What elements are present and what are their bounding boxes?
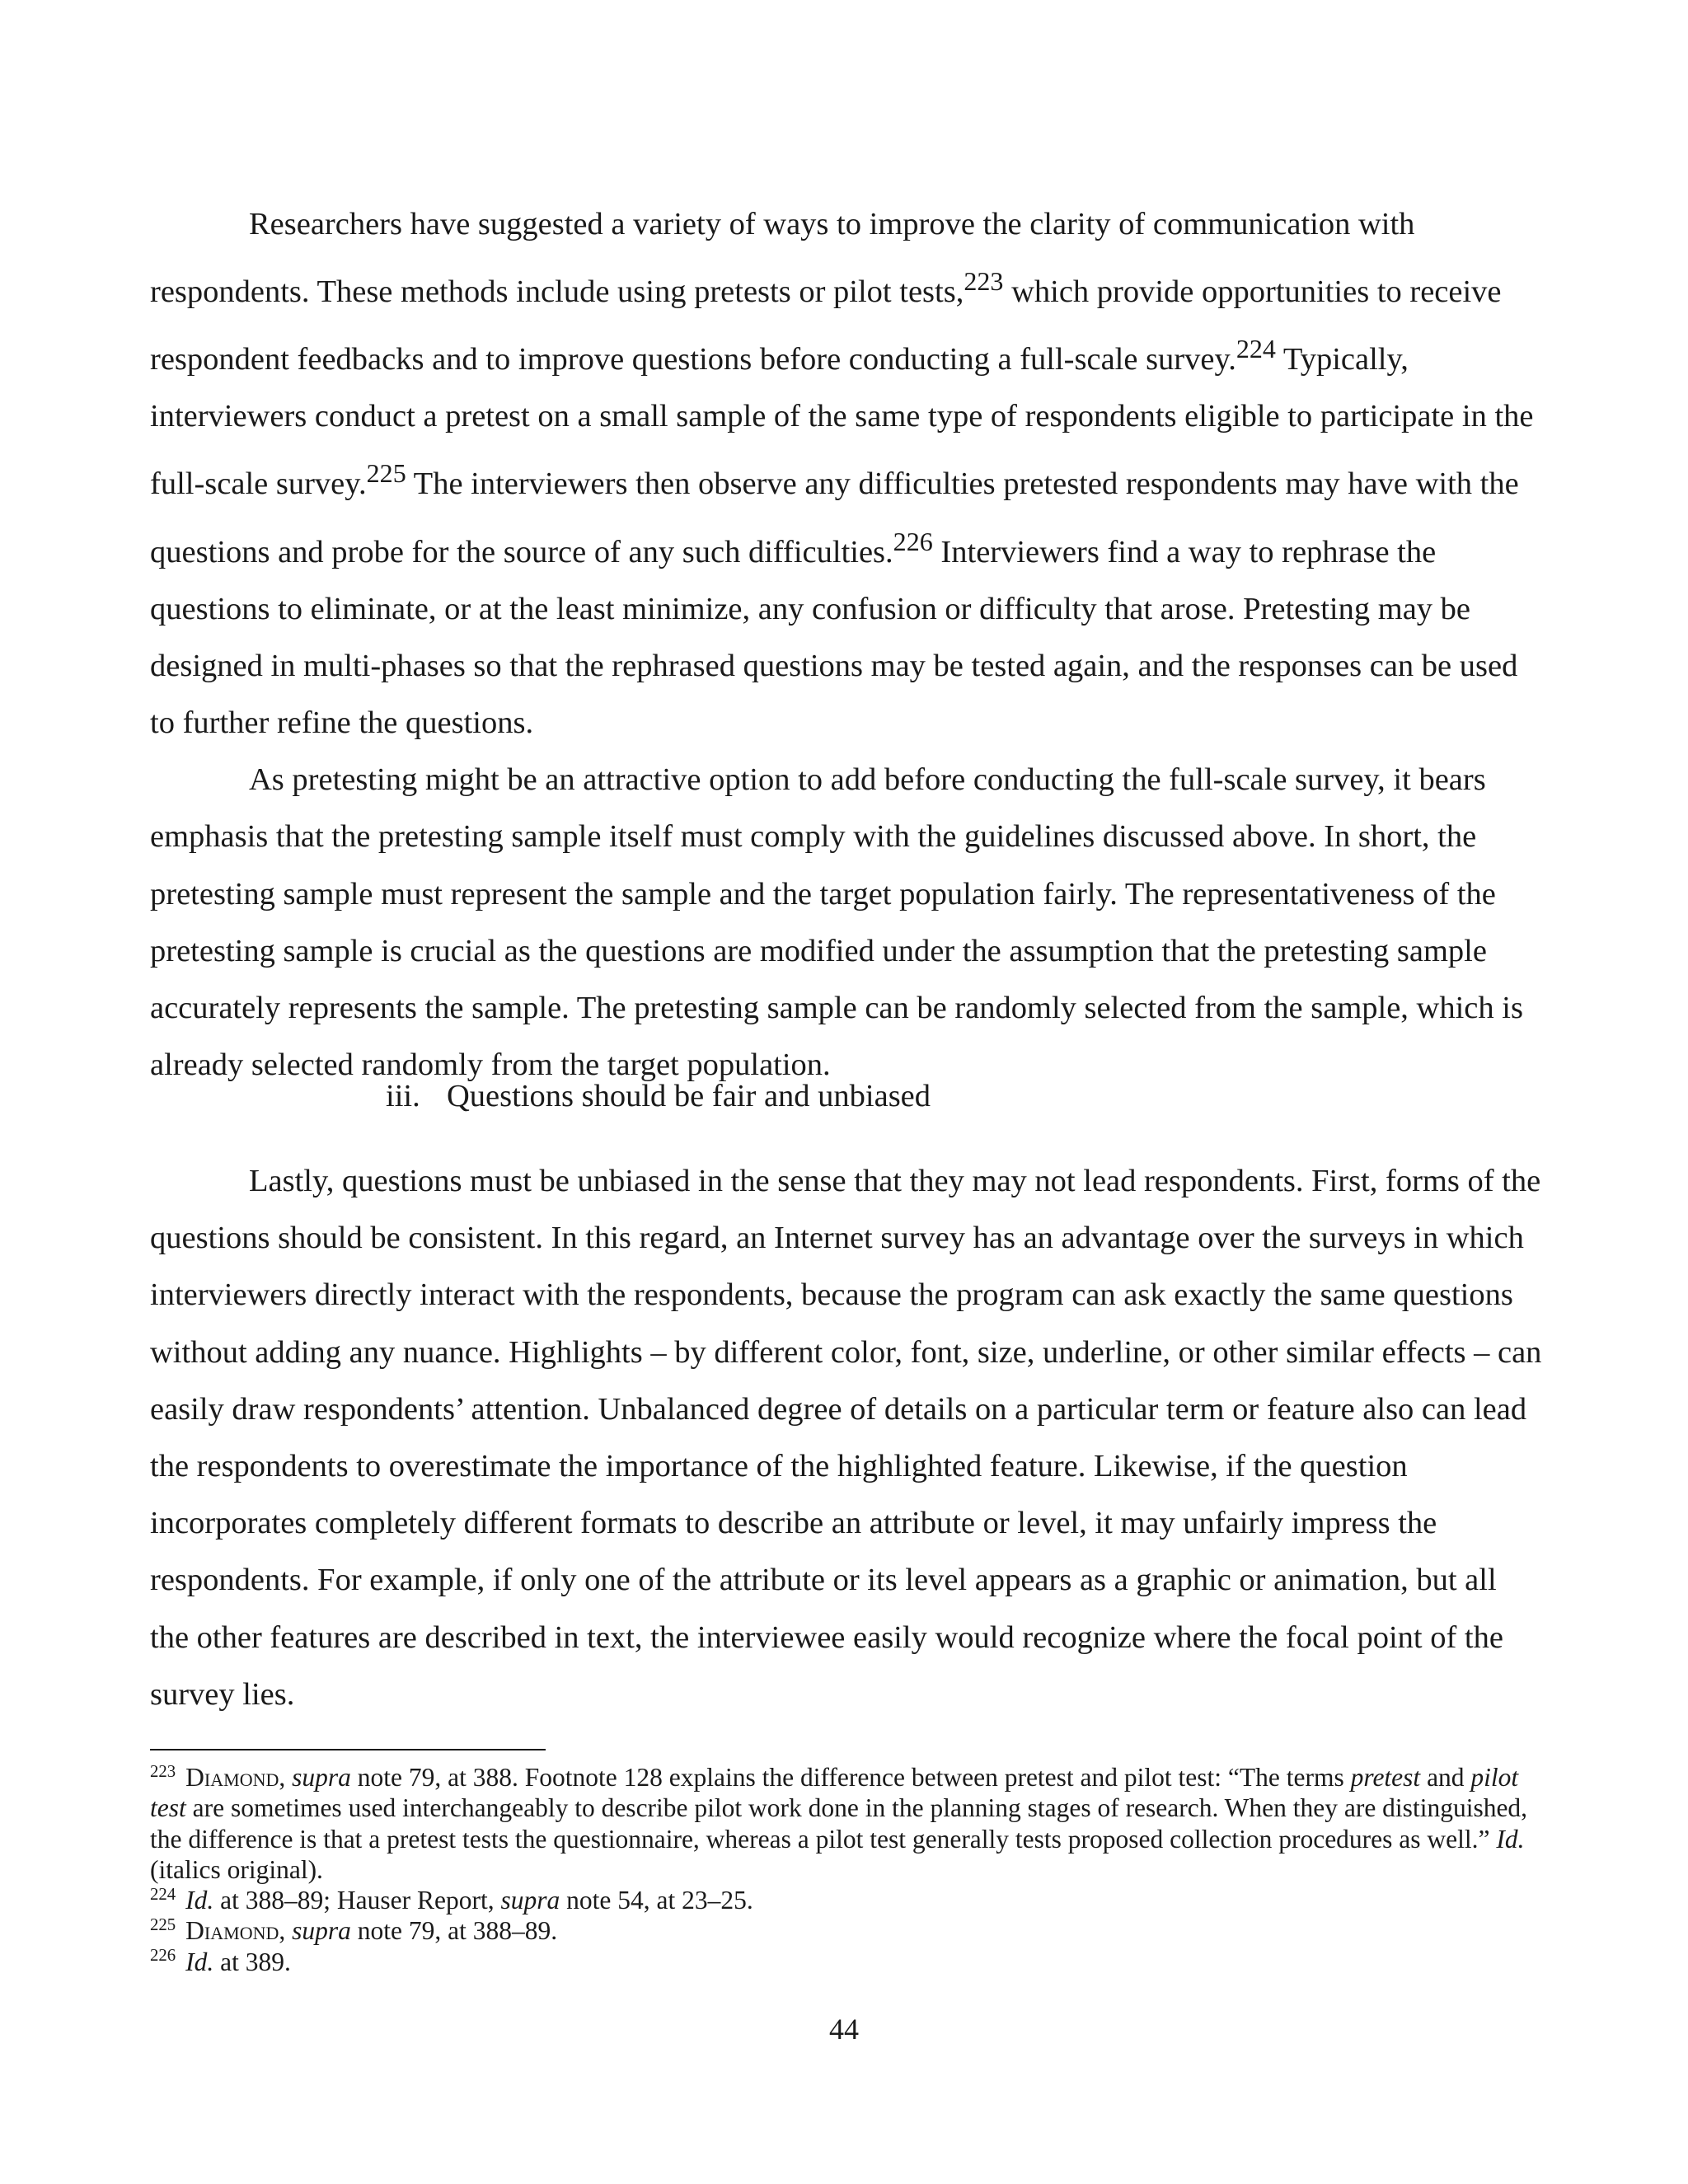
italic-segment: supra [292, 1763, 351, 1792]
footnote-number: 224 [150, 1884, 176, 1904]
italic-segment: pretest [1350, 1763, 1421, 1792]
text-segment: , [279, 1916, 293, 1946]
text-segment: note 79, at 388–89. [350, 1916, 558, 1946]
text-segment: note 54, at 23–25. [560, 1886, 753, 1915]
italic-segment: Id. [185, 1947, 214, 1976]
section-heading-number: iii. [386, 1079, 420, 1113]
text-segment: Typically, interviewers conduct a pretest on a small sample of the same type of respondents eligible to participate in the full-scale survey. [150, 342, 1534, 502]
paragraph-pretesting-methods [150, 196, 1543, 752]
text-segment: Researchers have suggested a variety of ways to improve the clarity of communication with respondents. These methods include using pretests or pilot tests, [150, 207, 1415, 310]
author-name: Diamond [185, 1763, 279, 1792]
footnote-223 [150, 1762, 1543, 1885]
text-segment: (italics original). [150, 1854, 323, 1884]
italic-segment: pilot test [150, 1763, 1519, 1823]
text-segment: and [1420, 1763, 1471, 1792]
author-name: Diamond [185, 1916, 279, 1946]
text-segment: at 389. [213, 1947, 291, 1976]
italic-segment: Id. [185, 1886, 214, 1915]
text-segment: note 79, at 388. Footnote 128 explains the difference between pretest and pilot test: “The terms [350, 1763, 1351, 1792]
footnote-224 [150, 1885, 1543, 1915]
footnotes [150, 1762, 1543, 1977]
italic-segment: Id. [1496, 1824, 1525, 1854]
footnote-ref-223[interactable]: 223 [964, 266, 1004, 297]
footnote-ref-224[interactable]: 224 [1236, 334, 1276, 364]
italic-segment: supra [500, 1886, 560, 1915]
page-number: 44 [829, 2013, 859, 2046]
footnote-separator [150, 1749, 546, 1750]
text-segment: are sometimes used interchangeably to describe pilot work done in the planning stages of research. When they are distinguished, the difference is that a pretest tests the questionnaire, whereas a pilot test generally tests proposed collection procedures as well.” [150, 1793, 1528, 1854]
footnote-number: 225 [150, 1915, 176, 1934]
section-heading [386, 1076, 931, 1117]
footnote-ref-225[interactable]: 225 [366, 458, 406, 489]
footnote-number: 223 [150, 1761, 176, 1781]
section-heading-title: Questions should be fair and unbiased [447, 1079, 931, 1113]
body-text-top [150, 196, 1543, 1094]
text-segment: The interviewers then observe any difficulties pretested respondents may have with the questions and probe for the source of any such difficulties. [150, 466, 1519, 569]
italic-segment: supra [292, 1916, 351, 1946]
paragraph-pretesting-sample [150, 752, 1543, 1094]
body-text-bottom [150, 1153, 1543, 1723]
footnote-226 [150, 1947, 1543, 1977]
text-segment: which provide opportunities to receive respondent feedbacks and to improve questions before conducting a full-scale survey. [150, 274, 1502, 377]
footnote-225 [150, 1915, 1543, 1946]
paragraph-unbiased-questions: Lastly, questions must be unbiased in the sense that they may not lead respondents. First, forms of the questions should be consistent. In this regard, an Internet survey has an advantage over the surveys in which interviewers directly interact with the respondents, because the program can ask exactly the same questions without adding any nuance. Highlights – by different color, font, size, underline, or other similar effects – can easily draw respondents’ attention. Unbalanced degree of details on a particular term or feature also can lead the respondents to overestimate the importance of the highlighted feature. Likewise, if the question incorporates completely different formats to describe an attribute or level, it may unfairly impress the respondents. For example, if only one of the attribute or its level appears as a graphic or animation, but all the other features are described in text, the interviewee easily would recognize where the focal point of the survey lies. [150, 1164, 1542, 1712]
text-segment: Interviewers find a way to rephrase the questions to eliminate, or at the least minimize, any confusion or difficulty that arose. Pretesting may be designed in multi-phases so that the rephrased questions may be tested again, and the responses can be used to further refine the questions. [150, 534, 1518, 740]
text-segment: As pretesting might be an attractive option to add before conducting the full-scale survey, it bears emphasis that the pretesting sample itself must comply with the guidelines discussed above. In short, the pretesting sample must represent the sample and the target population fairly. The representativeness of the pretesting sample is crucial as the questions are modified under the assumption that the pretesting sample accurately represents the sample. The pretesting sample can be randomly selected from the sample, which is already selected randomly from the target population. [150, 762, 1523, 1083]
footnote-number: 226 [150, 1946, 176, 1966]
text-segment: at 388–89; Hauser Report, [213, 1886, 501, 1915]
footnote-ref-226[interactable]: 226 [893, 526, 933, 556]
text-segment: , [279, 1763, 293, 1792]
